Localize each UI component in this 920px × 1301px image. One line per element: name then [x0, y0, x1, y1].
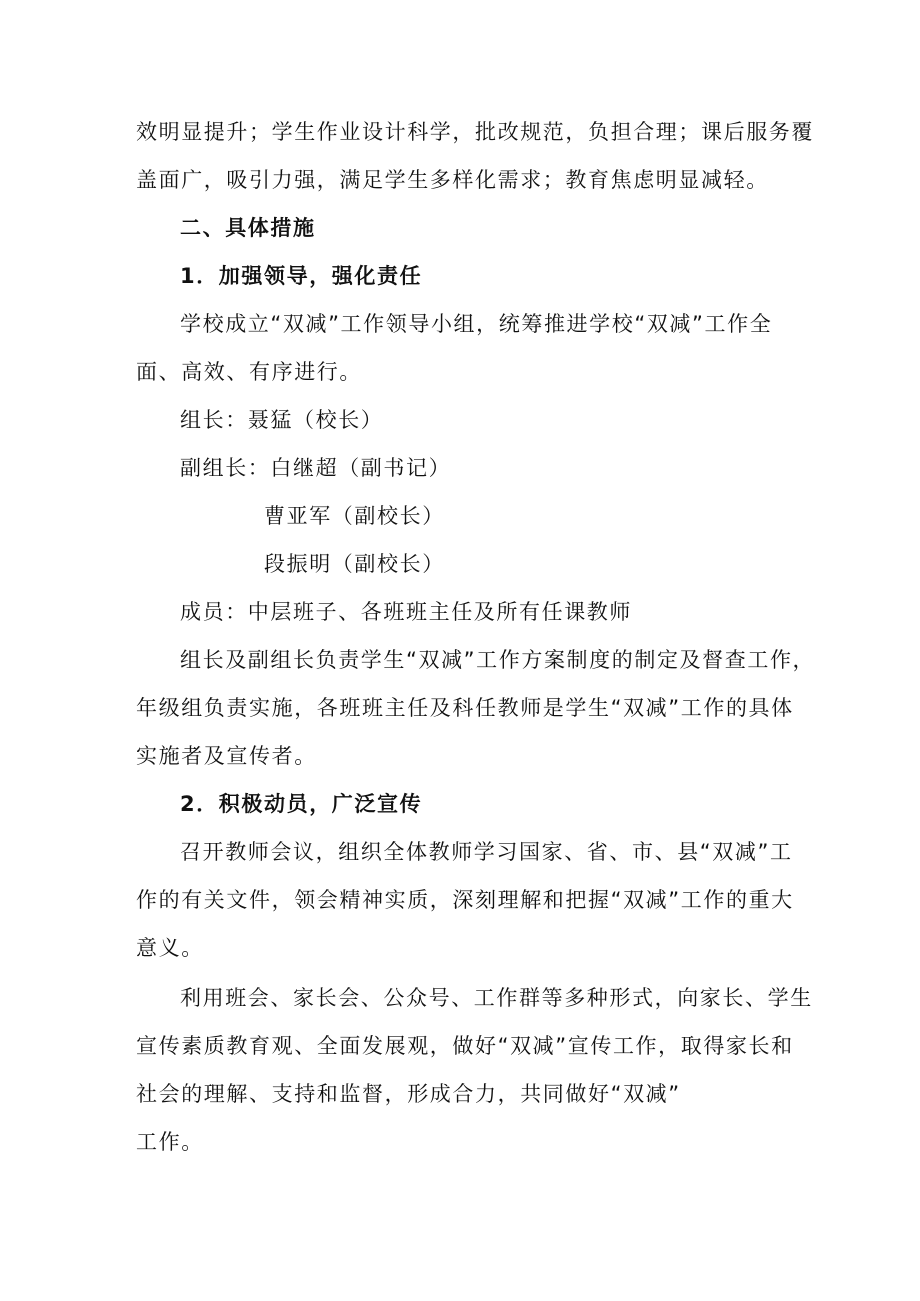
- paragraph-line-12: 组长及副组长负责学生“双减”工作方案制度的制定及督查工作，: [180, 648, 816, 672]
- paragraph-line-20: 宣传素质教育观、全面发展观，做好“双减”宣传工作，取得家长和: [136, 1034, 794, 1058]
- deputy-leader-line: 副组长：白继超（副书记）: [180, 456, 452, 480]
- paragraph-line-22: 工作。: [136, 1130, 204, 1154]
- paragraph-line-19: 利用班会、家长会、公众号、工作群等多种形式，向家长、学生: [180, 986, 813, 1010]
- paragraph-line-18: 意义。: [136, 936, 204, 960]
- subheading-mobilization: 2．积极动员，广泛宣传: [180, 792, 423, 816]
- group-leader-line: 组长：聂猛（校长）: [180, 408, 384, 432]
- paragraph-line-14: 实施者及宣传者。: [136, 744, 317, 768]
- paragraph-line-5: 学校成立“双减”工作领导小组，统筹推进学校“双减”工作全: [180, 312, 773, 336]
- deputy-leader-line-3: 段振明（副校长）: [264, 552, 445, 576]
- paragraph-line-21: 社会的理解、支持和监督，形成合力，共同做好“双减”: [136, 1082, 681, 1106]
- section-heading-measures: 二、具体措施: [180, 216, 316, 240]
- deputy-leader-line-2: 曹亚军（副校长）: [264, 504, 445, 528]
- paragraph-line-13: 年级组负责实施，各班班主任及科任教师是学生“双减”工作的具体: [136, 696, 794, 720]
- paragraph-line-1: 效明显提升；学生作业设计科学，批改规范，负担合理；课后服务覆: [136, 120, 814, 144]
- members-line: 成员：中层班子、各班班主任及所有任课教师: [180, 600, 632, 624]
- paragraph-line-16: 召开教师会议，组织全体教师学习国家、省、市、县“双减”工: [180, 840, 793, 864]
- paragraph-line-2: 盖面广，吸引力强，满足学生多样化需求；教育焦虑明显减轻。: [136, 168, 769, 192]
- paragraph-line-17: 作的有关文件，领会精神实质，深刻理解和把握“双减”工作的重大: [136, 888, 794, 912]
- subheading-leadership: 1．加强领导，强化责任: [180, 264, 423, 288]
- paragraph-line-6: 面、高效、有序进行。: [136, 360, 362, 384]
